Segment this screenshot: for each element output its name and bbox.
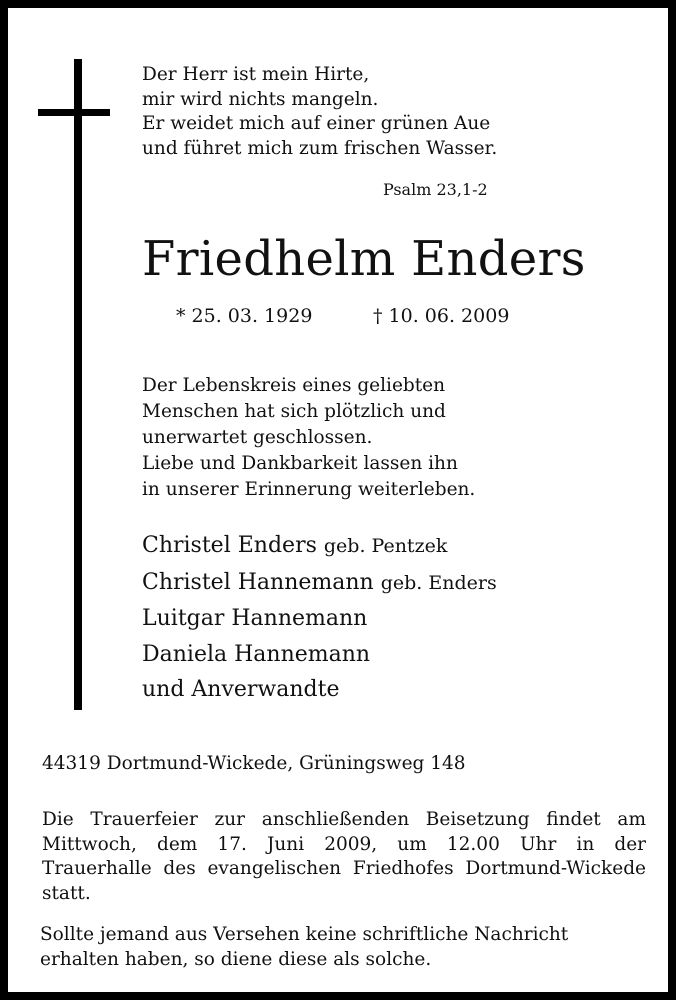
mourner-entry (142, 637, 497, 673)
family-address: 44319 Dortmund-Wickede, Grüningsweg 148 (42, 753, 466, 774)
birth-date: * 25. 03. 1929 (176, 305, 313, 327)
notice-line: Sollte jemand aus Versehen keine schriftliche Nachricht (40, 924, 569, 945)
psalm-quote (142, 63, 497, 161)
mourner-entry (142, 528, 497, 565)
mourner-entry (142, 601, 497, 637)
cross-icon-crossbar (38, 109, 110, 116)
tribute-line: Der Lebenskreis eines geliebten (142, 375, 446, 396)
psalm-line: Er weidet mich auf einer grünen Aue (142, 113, 491, 134)
ceremony-line: Die Trauerfeier zur anschließenden Beisetzung findet am (42, 809, 646, 830)
death-date: † 10. 06. 2009 (373, 305, 510, 327)
mourner-maiden-name: geb. Pentzek (323, 535, 448, 557)
mourner-name: Christel Enders (142, 533, 317, 558)
tribute-line: Liebe und Dankbarkeit lassen ihn (142, 453, 458, 474)
mourner-name: Christel Hannemann (142, 569, 374, 595)
ceremony-line: Trauerhalle des evangelischen Friedhofes Dortmund-Wickede (42, 858, 646, 879)
notification-notice (40, 923, 568, 972)
mourner-maiden-name: geb. Enders (380, 571, 497, 594)
psalm-reference: Psalm 23,1-2 (383, 180, 488, 199)
tribute-line: Menschen hat sich plötzlich und (142, 401, 446, 422)
notice-line: erhalten haben, so diene diese als solche. (40, 948, 432, 970)
cross-icon (74, 59, 82, 710)
mourner-name: und Anverwandte (142, 677, 340, 702)
mourners-list (142, 528, 497, 708)
tribute-text (142, 373, 475, 503)
mourner-entry (142, 565, 497, 602)
deceased-name: Friedhelm Enders (142, 231, 586, 287)
tribute-line: in unserer Erinnerung weiterleben. (142, 479, 476, 500)
ceremony-line: Mittwoch, dem 17. Juni 2009, um 12.00 Uhr in der (42, 833, 646, 855)
funeral-ceremony-text (42, 808, 646, 906)
psalm-line: und führet mich zum frischen Wasser. (142, 137, 498, 159)
mourner-name: Daniela Hannemann (142, 641, 371, 667)
ceremony-line: statt. (42, 882, 91, 904)
mourner-name: Luitgar Hannemann (142, 606, 368, 631)
psalm-line: Der Herr ist mein Hirte, (142, 64, 370, 85)
psalm-line: mir wird nichts mangeln. (142, 88, 379, 110)
tribute-line: unerwartet geschlossen. (142, 427, 373, 448)
mourner-entry (142, 672, 497, 708)
